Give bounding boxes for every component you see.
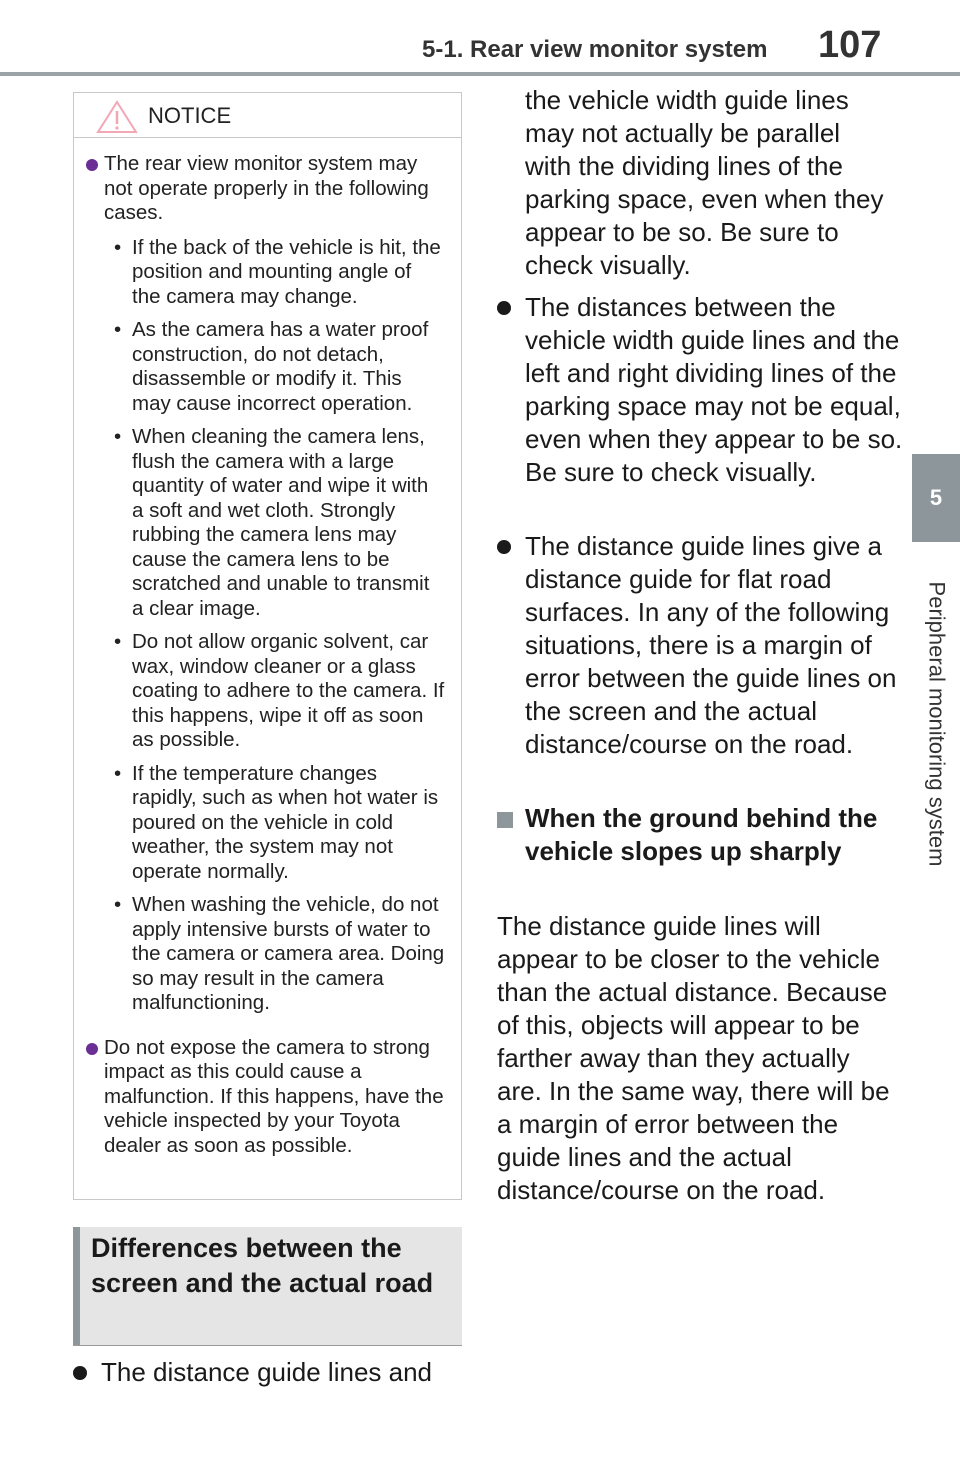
notice-subitem: • Do not allow organic solvent, car wax, window cleaner or a glass coating to adhere to the camera. If this happens, wipe it off as soon as possible.: [104, 630, 445, 753]
subheading-text: When the ground behind the vehicle slopes up sharply: [525, 803, 878, 866]
notice-item: [86, 1036, 445, 1159]
notice-subitem: • If the back of the vehicle is hit, the position and mounting angle of the camera may change.: [104, 236, 445, 310]
page-header: [0, 0, 960, 80]
bullet-text: The distance guide lines give a distance guide for flat road surfaces. In any of the following situations, there is a margin of error between the guide lines on the screen and the actual distance/course on the road.: [525, 531, 897, 759]
page-number: 107: [818, 24, 882, 66]
section-title-header: 5-1. Rear view monitor system: [422, 36, 768, 63]
continuation-text: the vehicle width guide lines may not actually be parallel with the dividing lines of the parking space, even when they appear to be so. Be sure to check visually.: [525, 85, 884, 280]
notice-item: [86, 152, 445, 1016]
section-heading-box: [73, 1227, 462, 1346]
bullet-text: The distances between the vehicle width guide lines and the left and right dividing lines of the parking space may not be equal, even when they appear to be so. Be sure to check visually.: [525, 292, 903, 487]
notice-item-text: The rear view monitor system may not operate properly in the following cases.: [104, 152, 429, 224]
bullet-text: The distance guide lines and: [101, 1357, 433, 1387]
bullet-item: [73, 1356, 490, 1389]
notice-subitem: • If the temperature changes rapidly, such as when hot water is poured on the vehicle in cold weather, the system may not operate normally.: [104, 762, 445, 885]
chapter-number: 5: [929, 485, 943, 510]
notice-subitem: • When washing the vehicle, do not apply intensive bursts of water to the camera or camera area. Doing so may result in the camera malfunctioning.: [104, 893, 445, 1016]
notice-subitem: • As the camera has a water proof construction, do not detach, disassemble or modify it. This may cause incorrect operation.: [104, 318, 445, 416]
body-paragraph: The distance guide lines will appear to be closer to the vehicle than the actual distance. Because of this, objects will appear to be farther away than they actually are. In the same way, there will be a margin of error between the guide lines and the actual distance/course on the road.: [497, 911, 890, 1205]
warning-triangle-icon: [96, 100, 138, 134]
notice-body: [74, 138, 461, 1158]
notice-sublist: [104, 236, 445, 1016]
header-divider: [0, 72, 960, 76]
notice-title: NOTICE: [148, 103, 232, 128]
notice-subitem: • When cleaning the camera lens, flush the camera with a large quantity of water and wipe it with a soft and wet cloth. Strongly rubbing the camera lens may cause the camera lens to be scratched and unable to transmit a clear image.: [104, 425, 445, 621]
notice-box: [73, 92, 462, 1200]
notice-header: [74, 93, 461, 138]
bullet-item: [497, 530, 905, 761]
chapter-tab[interactable]: [912, 454, 960, 542]
chapter-title: Peripheral monitoring system: [924, 581, 949, 867]
section-accent-bar: [73, 1227, 80, 1345]
notice-item-text: Do not expose the camera to strong impact as this could cause a malfunction. If this happens, have the vehicle inspected by your Toyota dealer as soon as possible.: [104, 1035, 444, 1157]
square-bullet-icon: [497, 812, 513, 828]
section-heading: Differences between the screen and the actual road: [91, 1233, 434, 1298]
subheading: [497, 802, 925, 868]
bullet-item: [497, 291, 905, 489]
